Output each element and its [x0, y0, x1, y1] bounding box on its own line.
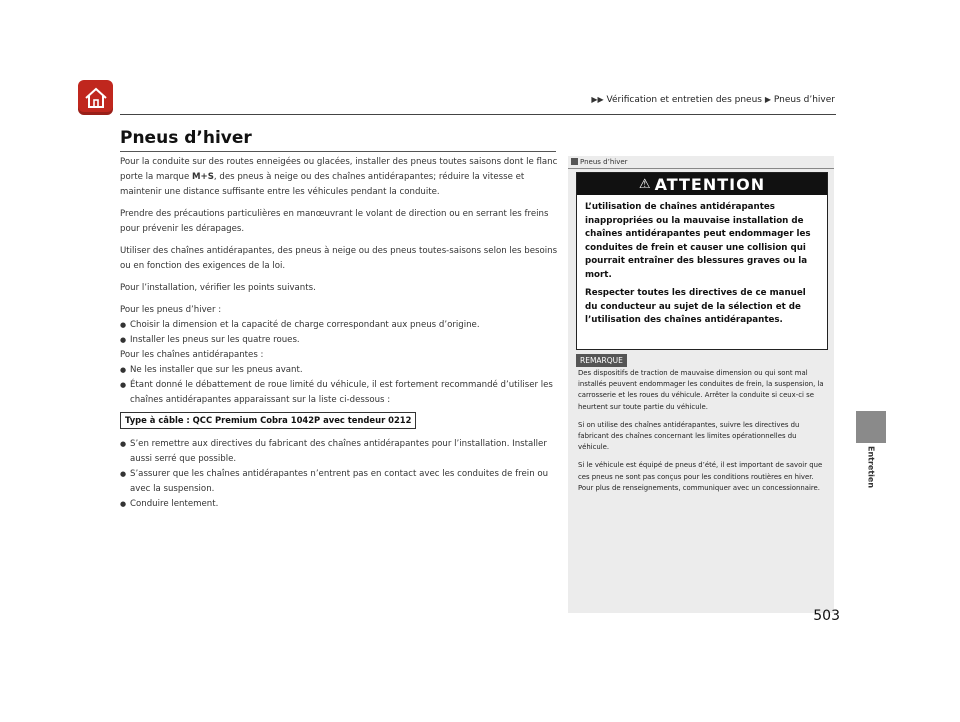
paragraph: Pour l’installation, vérifier les points suivants.	[120, 283, 316, 293]
home-icon	[83, 85, 109, 111]
section-tab-label: Entretien	[866, 445, 876, 489]
remark-badge: REMARQUE	[576, 354, 627, 367]
page-number: 503	[813, 608, 840, 624]
list-item: ● Ne les installer que sur les pneus avant.	[120, 363, 558, 378]
warning-icon: ⚠	[638, 176, 652, 192]
breadcrumb-item[interactable]: Pneus d’hiver	[773, 95, 835, 105]
breadcrumb-arrow-icon: ▶	[764, 95, 772, 104]
main-content	[120, 155, 558, 512]
note-paragraph: Si on utilise des chaînes antidérapantes, suivre les directives du fabricant des chaînes concernant les limites opérationnelles du véhicule.	[578, 420, 800, 452]
sidebar-notes	[568, 156, 834, 613]
home-button[interactable]	[78, 80, 113, 115]
paragraph: Pour la conduite sur des routes enneigées ou glacées, installer des pneus toutes saisons dont le flanc porte la marque M+S, des pneus à neige ou des chaînes antidérapantes; réduire la vitesse et maintenir une distance suffisante entre les véhicules pendant la conduite.	[120, 157, 558, 197]
list-item: ● Installer les pneus sur les quatre roues.	[120, 333, 558, 348]
list-item: ● Choisir la dimension et la capacité de charge correspondant aux pneus d’origine.	[120, 318, 558, 333]
breadcrumb-arrow-icon: ▶▶	[591, 95, 604, 104]
sidebar-heading: Pneus d’hiver	[568, 156, 834, 169]
cable-type-box: Type à câble : QCC Premium Cobra 1042P avec tendeur 0212	[120, 412, 416, 429]
breadcrumb-item[interactable]: Vérification et entretien des pneus	[606, 95, 762, 105]
note-paragraph: Si le véhicule est équipé de pneus d’été, il est important de savoir que ces pneus ne sont pas conçus pour les conditions routières en hiver. Pour plus de renseignements, communiquer avec un concessionnaire.	[578, 461, 823, 492]
header-divider	[120, 114, 836, 115]
paragraph: Prendre des précautions particulières en manœuvrant le volant de direction ou en serrant les freins pour prévenir les dérapages.	[120, 209, 549, 234]
attention-text: Respecter toutes les directives de ce manuel du conducteur au sujet de la sélection et de l’utilisation des chaînes antidérapantes.	[585, 288, 806, 325]
ms-mark: M+S	[191, 172, 214, 182]
page-title: Pneus d’hiver	[120, 128, 252, 148]
chains-heading: Pour les chaînes antidérapantes :	[120, 350, 264, 360]
list-item: ● S’en remettre aux directives du fabricant des chaînes antidérapantes pour l’installation. Installer aussi serré que possible.	[120, 437, 558, 467]
list-item: ● Conduire lentement.	[120, 497, 558, 512]
breadcrumb	[574, 95, 835, 105]
title-divider	[120, 151, 556, 152]
reference-icon	[571, 158, 578, 165]
list-item: ● Étant donné le débattement de roue limité du véhicule, il est fortement recommandé d’utiliser les chaînes antidérapantes apparaissant sur la liste ci-dessous :	[120, 378, 558, 408]
section-tab[interactable]	[856, 411, 886, 443]
attention-text: L’utilisation de chaînes antidérapantes inappropriées ou la mauvaise installation de chaînes antidérapantes peut endommager les conduites de frein et causer une collision qui pourrait entraîner des blessures graves ou la mort.	[585, 202, 811, 280]
note-paragraph: Des dispositifs de traction de mauvaise dimension ou qui sont mal installés peuvent endommager les conduites de frein, la suspension, la carrosserie et les roues du véhicule. Arrêter la conduite si ceux-ci se heurtent sur toute partie du véhicule.	[578, 369, 824, 411]
list-item: ● S’assurer que les chaînes antidérapantes n’entrent pas en contact avec les conduites de frein ou avec la suspension.	[120, 467, 558, 497]
paragraph: Utiliser des chaînes antidérapantes, des pneus à neige ou des pneus toutes-saisons selon les besoins ou en fonction des exigences de la loi.	[120, 246, 558, 271]
attention-header: ⚠ ATTENTION	[577, 173, 827, 195]
attention-box	[576, 172, 828, 350]
winter-tires-heading: Pour les pneus d’hiver :	[120, 305, 222, 315]
